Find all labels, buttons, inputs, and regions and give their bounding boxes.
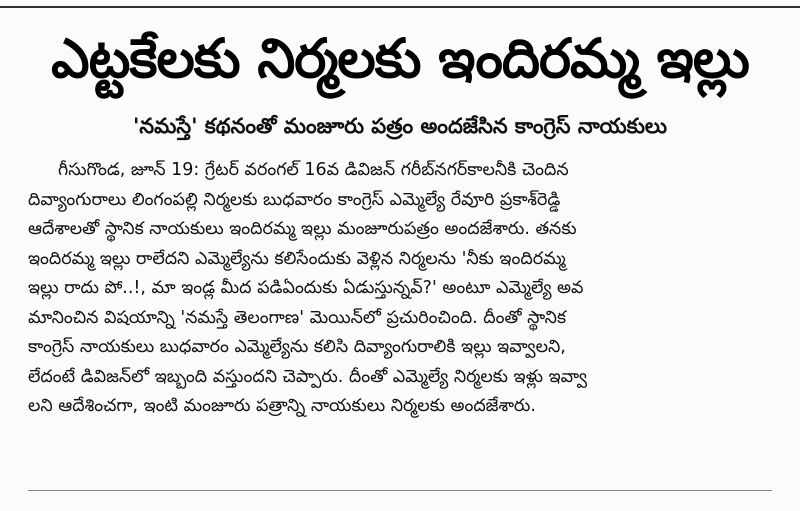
top-rule bbox=[0, 6, 800, 8]
body-line: కాంగ్రెస్ నాయకులు బుధవారం ఎమ్మెల్యేను కలిసి దివ్యాంగురాలికి ఇల్లు ఇవ్వాలని, bbox=[28, 337, 566, 357]
body-line: మానించిన విషయాన్ని 'నమస్తే తెలంగాణ' మెయిన్‌లో ప్రచురించింది. దీంతో స్థానిక bbox=[28, 307, 567, 328]
headline: ఎట్టకేలకు నిర్మలకు ఇందిరమ్మ ఇల్లు bbox=[51, 27, 749, 90]
body-line: లేదంటే డివిజన్‌లో ఇబ్బంది వస్తుందని చెప్పారు. దీంతో ఎమ్మెల్యే నిర్మలకు ఇళ్లు ఇవ్వా bbox=[28, 366, 588, 387]
body-line: దివ్యాంగురాలు లింగంపల్లి నిర్మలకు బుధవారం కాంగ్రెస్ ఎమ్మెల్యే రేవూరి ప్రకాశ్‌రెడ్డి bbox=[28, 189, 561, 210]
body-line: లని ఆదేశించగా, ఇంటి మంజూరు పత్రాన్ని నాయకులు నిర్మలకు అందజేశారు. bbox=[28, 396, 536, 416]
body-line: ఇల్లు రాదు పో..!, మా ఇండ్ల మీద పడిఏందుకు ఏడుస్తున్నవ్?' అంటూ ఎమ్మెల్యే అవ bbox=[28, 278, 584, 298]
bottom-rule bbox=[28, 490, 772, 491]
subheadline: 'నమస్తే' కథనంతో మంజూరు పత్రం అందజేసిన కాంగ్రెస్ నాయకులు bbox=[132, 114, 668, 138]
body-line: ఇందిరమ్మ ఇల్లు రాలేదని ఎమ్మెల్యేను కలిసేందుకు వెళ్లిన నిర్మలను 'నీకు ఇందిరమ్మ bbox=[28, 248, 566, 269]
article-body bbox=[28, 156, 778, 422]
body-line: గీసుగొండ, జూన్ 19: గ్రేటర్ వరంగల్ 16వ డివిజన్ గరీబ్‌నగర్‌కాలనీకి చెందిన bbox=[58, 160, 569, 180]
body-line: ఆదేశాలతో స్థానిక నాయకులు ఇందిరమ్మ ఇల్లు మంజూరుపత్రం అందజేశారు. తనకు bbox=[28, 219, 577, 239]
